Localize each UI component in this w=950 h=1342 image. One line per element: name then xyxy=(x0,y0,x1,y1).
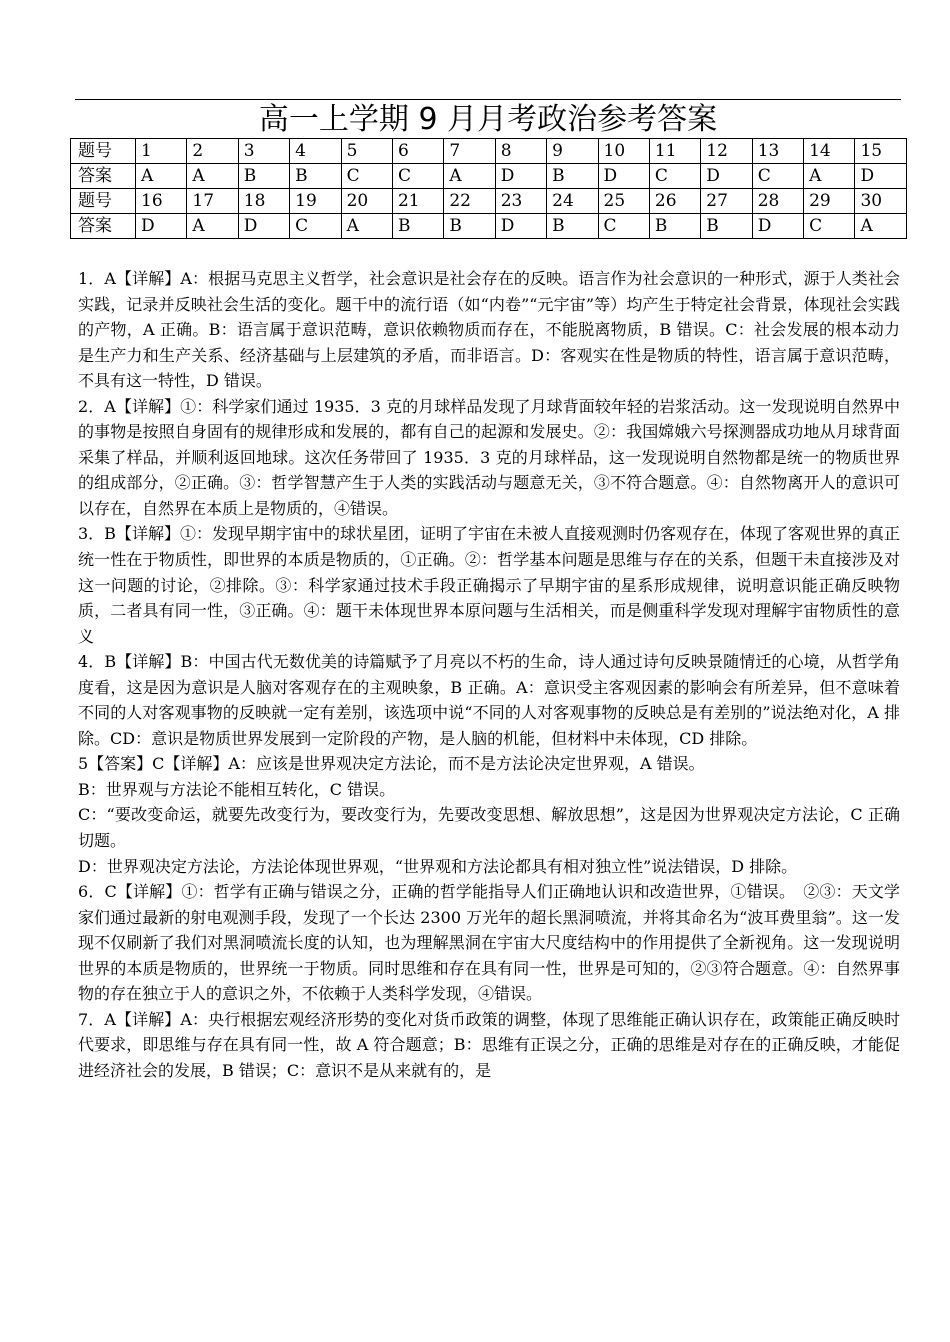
table-cell: 24 xyxy=(547,189,598,214)
table-cell: D xyxy=(752,214,803,239)
table-cell: D xyxy=(701,164,752,189)
table-cell: 6 xyxy=(392,139,443,164)
table-cell: 25 xyxy=(598,189,649,214)
table-cell: A xyxy=(187,164,238,189)
table-cell: 3 xyxy=(238,139,289,164)
table-cell: C xyxy=(752,164,803,189)
table-cell: 19 xyxy=(290,189,341,214)
row-label: 答案 xyxy=(71,164,136,189)
table-cell: A xyxy=(136,164,187,189)
table-cell: D xyxy=(136,214,187,239)
table-cell: 11 xyxy=(649,139,700,164)
page-title: 高一上学期 9 月月考政治参考答案 xyxy=(258,102,718,137)
table-cell: B xyxy=(701,214,752,239)
table-cell: 10 xyxy=(598,139,649,164)
explanation-q1: 1．A【详解】A：根据马克思主义哲学，社会意识是社会存在的反映。语言作为社会意识的一种形式，源于人类社会实践，记录并反映社会生活的变化。题干中的流行语（如“内卷”“元宇宙”等）均产生于特定社会背景，体现社会实践的产物，A 正确。B：语言属于意识范畴，意识依赖物质而存在，不能脱离物质，B 错误。C：社会发展的根本动力是生产力和生产关系、经济基础与上层建筑的矛盾，而非语言。D：客观实在性是物质的特性，语言属于意识范畴，不具有这一特性，D 错误。 xyxy=(78,269,900,391)
table-cell: 23 xyxy=(495,189,546,214)
table-cell: 15 xyxy=(855,139,907,164)
explanation-q6: 6．C【详解】①：哲学有正确与错误之分，正确的哲学能指导人们正确地认识和改造世界，①错误。 ②③：天文学家们通过最新的射电观测手段，发现了一个长达 2300 万光年的超长黑洞喷流，并将其命名为“波耳费里翁”。这一发现不仅刷新了我们对黑洞喷流长度的认知，也为理解黑洞在宇宙大尺度结构中的作用提供了全新视角。这一发现说明世界的本质是物质的，世界统一于物质。同时思维和存在具有同一性，世界是可知的，②③符合题意。④：自然界事物的存在独立于人的意识之外，不依赖于人类科学发现，④错误。 xyxy=(78,882,900,1004)
table-cell: D xyxy=(238,214,289,239)
table-cell: 2 xyxy=(187,139,238,164)
table-cell: 16 xyxy=(136,189,187,214)
table-cell: A xyxy=(187,214,238,239)
explanation-q5-option-d: D：世界观决定方法论，方法论体现世界观，“世界观和方法论都具有相对独立性”说法错误，D 排除。 xyxy=(78,856,798,876)
explanation-q2: 2．A【详解】①：科学家们通过 1935．3 克的月球样品发现了月球背面较年轻的岩浆活动。这一发现说明自然界中的事物是按照自身固有的规律形成和发展的，都有自己的起源和发展史。②：我国嫦娥六号探测器成功地从月球背面采集了样品，并顺利返回地球。这次任务带回了 1935．3 克的月球样品，这一发现说明自然物都是统一的物质世界的组成部分，②正确。③：哲学智慧产生于人类的实践活动与题意无关，③不符合题意。④：自然物离开人的意识可以存在，自然界在本质上是物质的，④错误。 xyxy=(78,396,900,518)
table-cell: 5 xyxy=(341,139,392,164)
explanation-q5: 5【答案】C【详解】A：应该是世界观决定方法论，而不是方法论决定世界观，A 错误。 xyxy=(78,754,705,774)
explanation-q7: 7．A【详解】A：央行根据宏观经济形势的变化对货币政策的调整，体现了思维能正确认识存在，政策能正确反映时代要求，即思维与存在具有同一性，故 A 符合题意；B：思维有正误之分，正确的思维是对存在的正确反映，才能促进经济社会的发展，B 错误；C：意识不是从来就有的，是 xyxy=(78,1009,900,1080)
table-cell: 28 xyxy=(752,189,803,214)
table-cell: D xyxy=(855,164,907,189)
table-cell: C xyxy=(649,164,700,189)
table-cell: 7 xyxy=(444,139,495,164)
table-cell: 30 xyxy=(855,189,907,214)
table-cell: 29 xyxy=(804,189,855,214)
explanation-q4: 4．B【详解】B：中国古代无数优美的诗篇赋予了月亮以不朽的生命，诗人通过诗句反映景随情迁的心境，从哲学角度看，这是因为意识是人脑对客观存在的主观映象，B 正确。A：意识受主客观因素的影响会有所差异，但不意味着不同的人对客观事物的反映就一定有差别，该选项中说“不同的人对客观事物的反映总是有差别的”说法绝对化，A 排除。CD：意识是物质世界发展到一定阶段的产物，是人脑的机能，但材料中未体现，CD 排除。 xyxy=(78,652,900,748)
table-cell: 27 xyxy=(701,189,752,214)
table-cell: C xyxy=(598,214,649,239)
row-label: 答案 xyxy=(71,214,136,239)
table-cell: D xyxy=(598,164,649,189)
table-cell: 4 xyxy=(290,139,341,164)
table-cell: 9 xyxy=(547,139,598,164)
row-label: 题号 xyxy=(71,189,136,214)
table-row xyxy=(71,214,907,239)
table-cell: A xyxy=(804,164,855,189)
table-cell: C xyxy=(290,214,341,239)
explanation-q5-option-b: B：世界观与方法论不能相互转化，C 错误。 xyxy=(78,779,396,799)
table-cell: B xyxy=(290,164,341,189)
table-cell: A xyxy=(855,214,907,239)
table-row xyxy=(71,164,907,189)
table-cell: B xyxy=(649,214,700,239)
table-cell: 8 xyxy=(495,139,546,164)
table-cell: C xyxy=(341,164,392,189)
table-cell: D xyxy=(495,164,546,189)
table-cell: 14 xyxy=(804,139,855,164)
table-cell: 1 xyxy=(136,139,187,164)
table-cell: B xyxy=(547,214,598,239)
table-cell: 22 xyxy=(444,189,495,214)
table-row xyxy=(71,139,907,164)
row-label: 题号 xyxy=(71,139,136,164)
table-cell: B xyxy=(238,164,289,189)
table-cell: 12 xyxy=(701,139,752,164)
table-cell: C xyxy=(804,214,855,239)
table-cell: D xyxy=(495,214,546,239)
table-cell: 18 xyxy=(238,189,289,214)
table-cell: 20 xyxy=(341,189,392,214)
explanations xyxy=(78,266,900,1084)
table-cell: C xyxy=(392,164,443,189)
table-cell: 21 xyxy=(392,189,443,214)
table-cell: B xyxy=(392,214,443,239)
table-cell: A xyxy=(444,164,495,189)
table-cell: B xyxy=(444,214,495,239)
table-cell: 26 xyxy=(649,189,700,214)
table-cell: A xyxy=(341,214,392,239)
explanation-q3: 3．B【详解】①：发现早期宇宙中的球状星团，证明了宇宙在未被人直接观测时仍客观存在，体现了客观世界的真正统一性在于物质性，即世界的本质是物质的，①正确。②：哲学基本问题是思维与存在的关系，但题干未直接涉及对这一问题的讨论，②排除。③：科学家通过技术手段正确揭示了早期宇宙的星系形成规律，说明意识能正确反映物质，二者具有同一性，③正确。④：题干未体现世界本原问题与生活相关，而是侧重科学发现对理解宇宙物质性的意义 xyxy=(78,524,900,646)
table-cell: 17 xyxy=(187,189,238,214)
table-cell: 13 xyxy=(752,139,803,164)
explanation-q5-option-c: C：“要改变命运，就要先改变行为，要改变行为，先要改变思想、解放思想”，这是因为世界观决定方法论，C 正确切题。 xyxy=(78,805,900,851)
table-row xyxy=(71,189,907,214)
table-cell: B xyxy=(547,164,598,189)
answer-key-table xyxy=(70,138,907,239)
